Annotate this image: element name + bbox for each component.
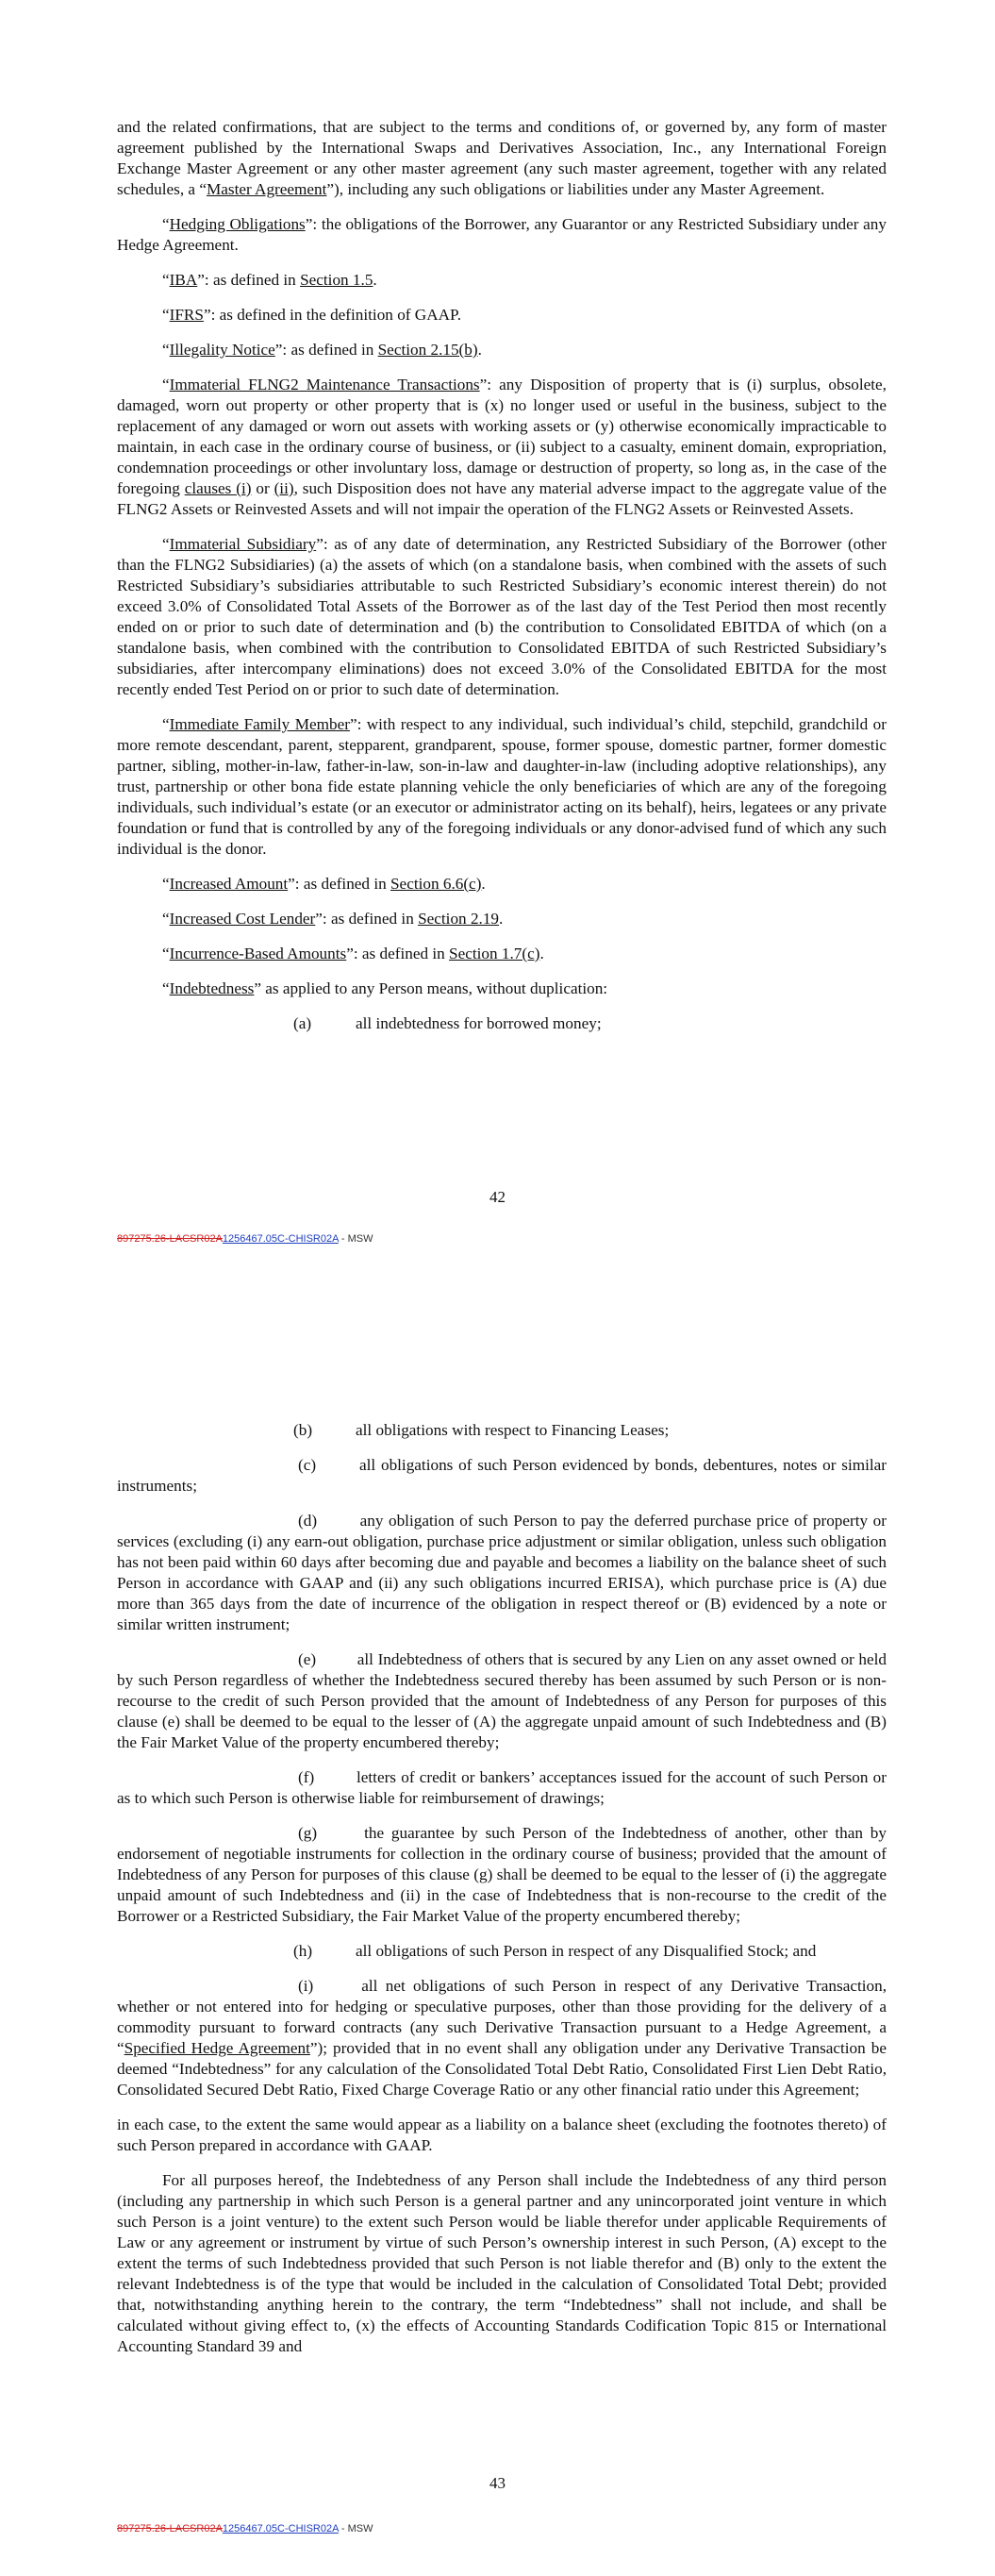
item-text: any obligation of such Person to pay the deferred purchase price of property or services (excluding (i) any earn-out obligation, purchase price adjustment or similar obligation, unless such obligation has not been paid within 60 days after becoming due and payable and becomes a liability on the balance sheet of such Person in accordance with GAAP and (ii) any such obligations incurred ERISA), which purchase price is (A) due more than 365 days from the date of incurrence of the obligation in respect thereof or (B) evidenced by a note or similar written instrument; [117,1512,887,1633]
indebtedness-item-g [117,1823,887,1927]
item-label: (b) [293,1421,313,1439]
ref-section-6-6-c[interactable]: Section 6.6(c) [390,875,482,893]
page-43 [0,1288,995,2576]
term-increased-cost-lender: Increased Cost Lender [169,910,316,928]
item-text: the guarantee by such Person of the Indebtedness of another, other than by endorsement of negotiable instruments for collection in the ordinary course of business; provided that the amount of Indebtedness of any Person for purposes of this clause (g) shall be deemed to be equal to the lesser of (i) the aggregate unpaid amount of such Indebtedness and (ii) in the case of Indebtedness that is non-recourse to the credit of the Borrower or a Restricted Subsidiary, the Fair Market Value of the property encumbered thereby; [117,1824,887,1925]
item-label: (h) [293,1942,313,1960]
item-text: all obligations with respect to Financing Leases; [356,1421,670,1439]
term-illegality-notice: Illegality Notice [169,341,275,359]
definition-hedging-obligations: “Hedging Obligations”: the obligations of the Borrower, any Guarantor or any Restricted Subsidiary under any Hedge Agreement. [117,215,887,254]
indebtedness-item-e [117,1649,887,1753]
item-label: (a) [293,1014,312,1032]
item-text: all indebtedness for borrowed money; [356,1014,602,1032]
term-master-agreement: Master Agreement [206,180,327,198]
indebtedness-item-b [117,1420,887,1441]
item-label: (c) [298,1456,317,1474]
term-iba: IBA [169,271,198,289]
item-text: all net obligations of such Person in respect of any Derivative Transaction, whether or not entered into for hedging or speculative purposes, other than those providing for the delivery of a commodity pursuant to forward contracts (any such Derivative Transaction pursuant to a Hedge Agreement, a “ [117,1977,887,2057]
term-increased-amount: Increased Amount [169,875,289,893]
term-hedging-obligations: Hedging Obligations [169,215,306,233]
definition-indebtedness: “Indebtedness” as applied to any Person means, without duplication: [162,979,608,997]
indebtedness-item-d [117,1511,887,1635]
ref-section-1-7-c[interactable]: Section 1.7(c) [449,945,540,962]
item-label: (g) [298,1824,318,1842]
footer-deleted-id: 897275.26-LACSR02A [117,1233,223,1245]
indebtedness-item-a [117,1013,887,1034]
definition-iba: “IBA”: as defined in Section 1.5. [162,271,377,289]
page-43-body [117,1420,887,2371]
definition-immaterial-subsidiary: “Immaterial Subsidiary”: as of any date of determination, any Restricted Subsidiary of the Borrower (other than the FLNG2 Subsidiaries) (a) the assets of which (on a standalone basis, when combined with the assets of such Restricted Subsidiary’s subsidiaries attributable to such Restricted Subsidiary’s economic interest therein) do not exceed 3.0% of Consolidated Total Assets of the Borrower as of the last day of the Test Period then most recently ended on or prior to such date of determination and (b) the contribution to Consolidated EBITDA of which (on a standalone basis, when combined with the contribution to Consolidated EBITDA of such Restricted Subsidiary’s subsidiaries, after intercompany eliminations) does not exceed 3.0% of the Consolidated EBITDA for the most recently ended Test Period on or prior to such date of determination. [117,535,887,698]
ref-section-1-5[interactable]: Section 1.5 [300,271,373,289]
item-label: (f) [298,1768,315,1786]
indebtedness-item-c [117,1455,887,1497]
footer-deleted-id: 897275.26-LACSR02A [117,2523,223,2534]
footer-inserted-id: 1256467.05C-CHISR02A [222,2523,339,2534]
indebtedness-item-h [117,1941,887,1962]
ref-clause-ii[interactable]: (ii) [274,479,294,497]
item-text: all obligations of such Person in respect of any Disqualified Stock; and [356,1942,817,1960]
footer-suffix: - MSW [338,1233,373,1245]
term-immaterial-flng2: Immaterial FLNG2 Maintenance Transactions [169,376,480,393]
page-number: 42 [489,1188,506,1206]
ref-section-2-15-b[interactable]: Section 2.15(b) [377,341,478,359]
definition-increased-cost-lender: “Increased Cost Lender”: as defined in Section 2.19. [162,910,504,928]
definition-incurrence-based-amounts: “Incurrence-Based Amounts”: as defined in Section 1.7(c). [162,945,544,962]
item-text: all Indebtedness of others that is secured by any Lien on any asset owned or held by such Person regardless of whether the Indebtedness secured thereby has been assumed by such Person or is non-recourse to the credit of such Person provided that the amount of Indebtedness of any Person for purposes of this clause (e) shall be deemed to be equal to the lesser of (A) the aggregate unpaid amount of such Indebtedness and (B) the Fair Market Value of the property encumbered thereby; [117,1650,887,1751]
term-indebtedness: Indebtedness [169,979,255,997]
item-text: letters of credit or bankers’ acceptances issued for the account of such Person or as to which such Person is otherwise liable for reimbursement of drawings; [117,1768,887,1807]
all-purposes-paragraph: For all purposes hereof, the Indebtedness of any Person shall include the Indebtedness of any third person (including any partnership in which such Person is a general partner and any unincorporated joint venture in which such Person is a joint venture) to the extent such Person would be liable therefor under applicable Requirements of Law or any agreement or instrument by virtue of such Person’s ownership interest in such Person, (A) except to the extent the terms of such Indebtedness provided that such Person is not liable therefor and (B) only to the extent the relevant Indebtedness is of the type that would be included in the calculation of Consolidated Total Debt; provided that, notwithstanding anything herein to the contrary, the term “Indebtedness” shall not include, and shall be calculated without giving effect to, (x) the effects of Accounting Standards Codification Topic 815 or International Accounting Standard 39 and [117,2171,887,2355]
term-incurrence-based-amounts: Incurrence-Based Amounts [169,945,347,962]
page-42-body [117,117,887,1048]
item-label: (d) [298,1512,318,1530]
footer-inserted-id: 1256467.05C-CHISR02A [222,1233,339,1245]
ref-clause-i[interactable]: clauses (i) [184,479,252,497]
term-immaterial-subsidiary: Immaterial Subsidiary [169,535,317,553]
definition-increased-amount: “Increased Amount”: as defined in Section 6.6(c). [162,875,486,893]
indebtedness-item-i: (i) all net obligations of such Person in respect of any Derivative Transaction, whether or not entered into for hedging or speculative purposes, other than those providing for the delivery of a commodity pursuant to forward contracts (any such Derivative Transaction pursuant to a Hedge Agreement, a “Specified Hedge Agreement”); provided that in no event shall any obligation under any Derivative Transaction be deemed “Indebtedness” for any calculation of the Consolidated Total Debt Ratio, Consolidated First Lien Debt Ratio, Consolidated Secured Debt Ratio, Fixed Charge Coverage Ratio or any other financial ratio under this Agreement; [117,1977,887,2099]
document-footer-id [117,2523,373,2534]
master-agreement-paragraph: and the related confirmations, that are subject to the terms and conditions of, or governed by, any form of master agreement published by the International Swaps and Derivatives Association, Inc., any International Foreign Exchange Master Agreement or any other master agreement (any such master agreement, together with any related schedules, a “Master Agreement”), including any such obligations or liabilities under any Master Agreement. [117,118,887,198]
term-immediate-family-member: Immediate Family Member [169,715,350,733]
definition-immediate-family-member: “Immediate Family Member”: with respect to any individual, such individual’s child, stepchild, grandchild or more remote descendant, parent, stepparent, grandparent, spouse, former spouse, domestic partner, former domestic partner, sibling, mother-in-law, father-in-law, son-in-law and daughter-in-law (including adoptive relationships), any trust, partnership or other bona fide estate planning vehicle the only beneficiaries of which are any of the foregoing individuals, such individual’s estate (or an executor or administrator acting on its behalf), heirs, legatees or any private foundation or fund that is controlled by any of the foregoing individuals or any donor-advised fund of which any such individual is the donor. [117,715,887,858]
footer-suffix: - MSW [338,2523,373,2534]
item-text: all obligations of such Person evidenced by bonds, debentures, notes or similar instruments; [117,1456,887,1495]
ref-section-2-19[interactable]: Section 2.19 [418,910,500,928]
definition-illegality-notice: “Illegality Notice”: as defined in Section 2.15(b). [162,341,482,359]
term-specified-hedge-agreement: Specified Hedge Agreement [124,2039,310,2057]
page-number: 43 [489,2474,506,2492]
definition-ifrs: “IFRS”: as defined in the definition of GAAP. [162,306,461,324]
each-case-paragraph: in each case, to the extent the same would appear as a liability on a balance sheet (excluding the footnotes thereto) of such Person prepared in accordance with GAAP. [117,2116,887,2154]
item-label: (i) [298,1977,314,1995]
indebtedness-item-f [117,1767,887,1809]
item-label: (e) [298,1650,317,1668]
definition-immaterial-flng2: “Immaterial FLNG2 Maintenance Transactions”: any Disposition of property that is (i) surplus, obsolete, damaged, worn out property or other property that is (x) no longer used or useful in the business, subject to the replacement of any damaged or worn out assets with working assets or (y) otherwise economically impracticable to maintain, in each case in the ordinary course of business, or (ii) subject to a casualty, eminent domain, expropriation, condemnation proceedings or other involuntary loss, damage or destruction of property, so long as, in the case of the foregoing clauses (i) or (ii), such Disposition does not have any material adverse impact to the aggregate value of the FLNG2 Assets or Reinvested Assets and will not impair the operation of the FLNG2 Assets or Reinvested Assets. [117,376,887,518]
term-ifrs: IFRS [169,306,204,324]
document-footer-id [117,1233,373,1245]
